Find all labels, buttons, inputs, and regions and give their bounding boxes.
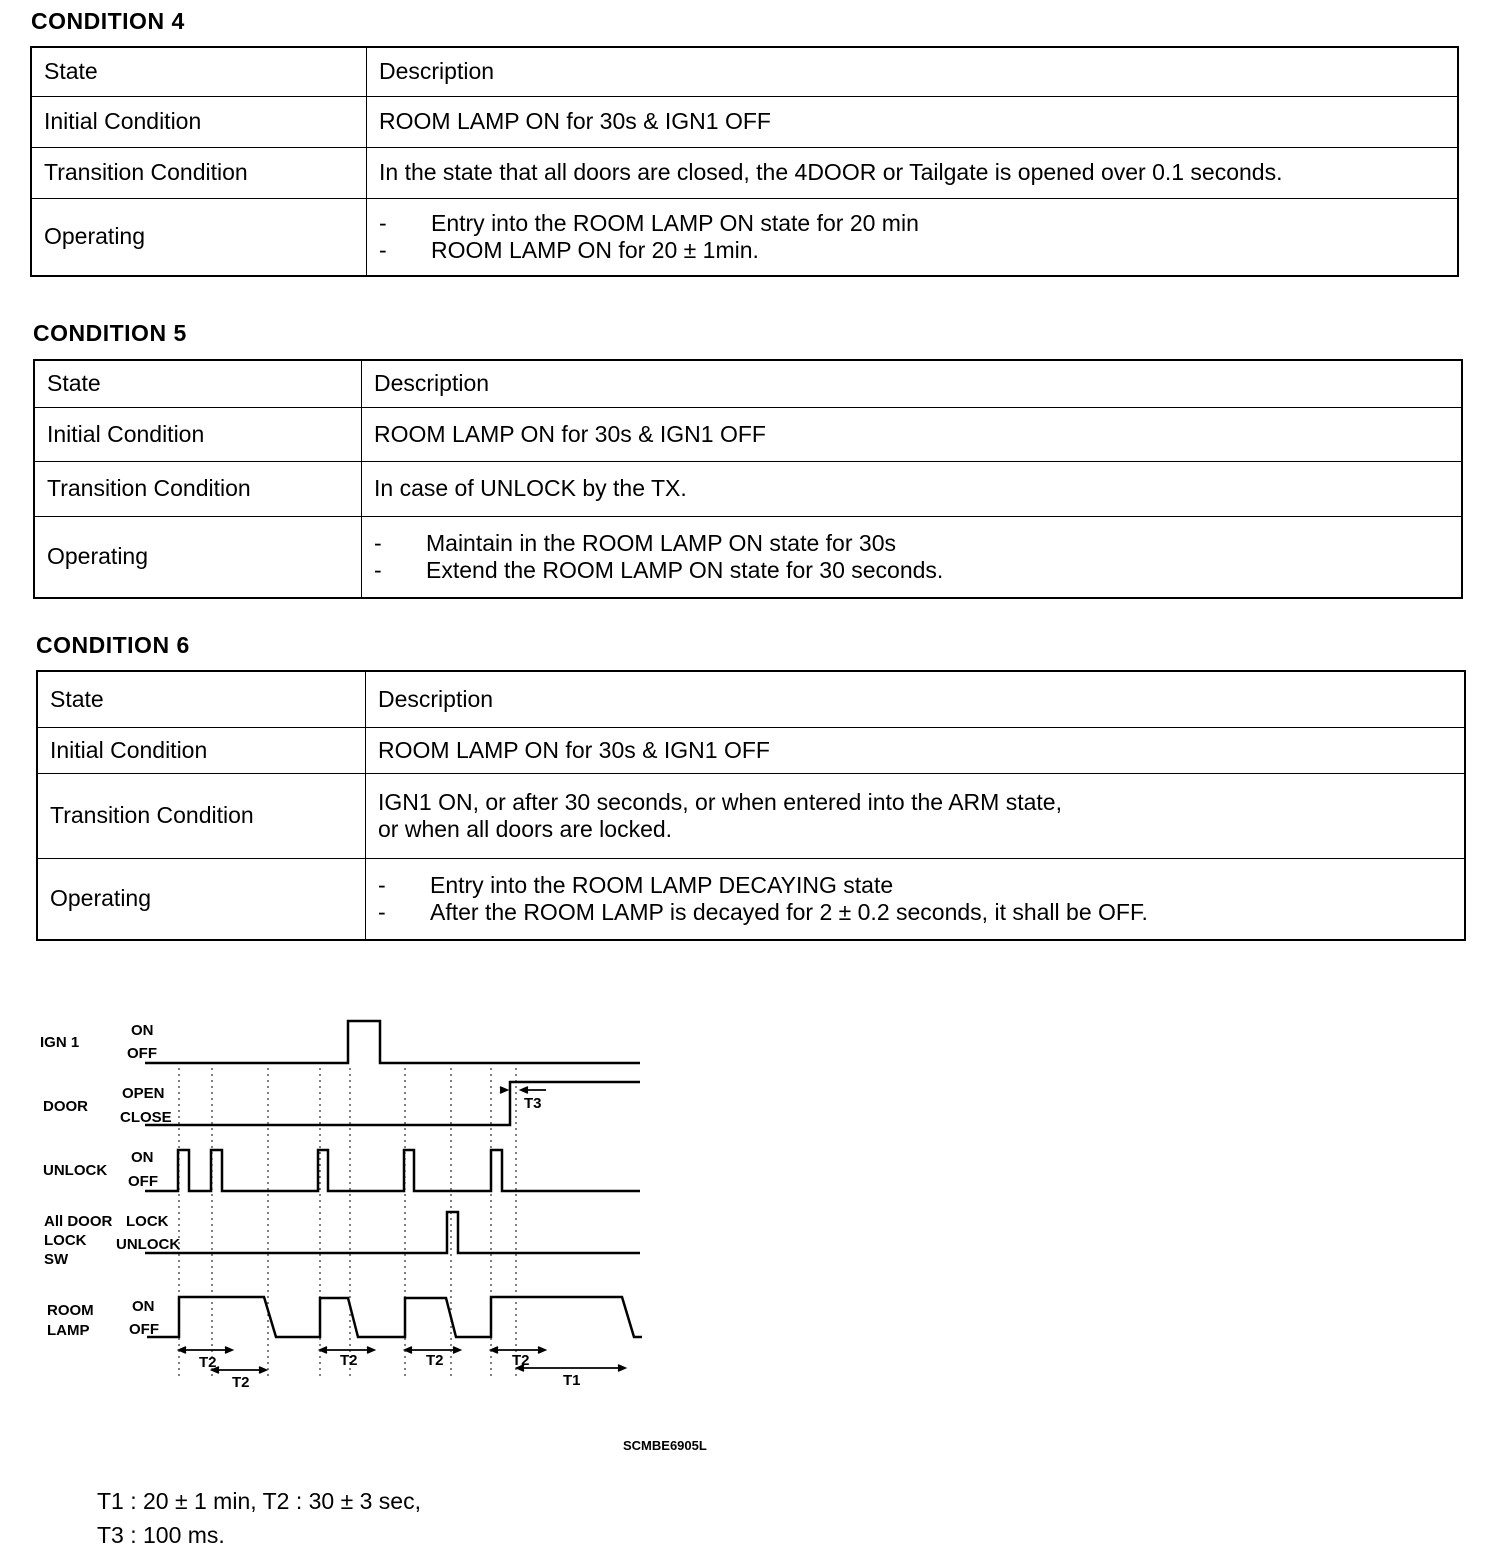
legend-line-1: T1 : 20 ± 1 min, T2 : 30 ± 3 sec, [97, 1488, 421, 1514]
transition-line: IGN1 ON, or after 30 seconds, or when entered into the ARM state, [378, 788, 1062, 815]
door-label: DOOR [43, 1098, 88, 1115]
condition-4-heading: CONDITION 4 [31, 8, 185, 34]
arrowhead-icon [500, 1087, 507, 1093]
room-lamp-waveform [147, 1297, 642, 1337]
t2-label: T2 [199, 1354, 217, 1371]
door-waveform [145, 1082, 640, 1125]
figure-code: SCMBE6905L [623, 1438, 707, 1453]
room-lamp-label-1: ROOM [47, 1302, 94, 1319]
bullet: - [374, 556, 382, 583]
arrowhead-icon [259, 1367, 266, 1373]
lock-sw-lock-label: LOCK [126, 1213, 169, 1230]
initial-label: Initial Condition [34, 407, 362, 461]
condition-5-heading: CONDITION 5 [33, 320, 187, 346]
operating-item: After the ROOM LAMP is decayed for 2 ± 0.2 seconds, it shall be OFF. [430, 898, 1148, 925]
ign1-label: IGN 1 [40, 1034, 80, 1051]
arrowhead-icon [538, 1347, 545, 1353]
arrowhead-icon [618, 1365, 625, 1371]
transition-label: Transition Condition [31, 147, 367, 198]
lock-sw-waveform [145, 1212, 640, 1253]
initial-value: ROOM LAMP ON for 30s & IGN1 OFF [362, 407, 1463, 461]
operating-item: Maintain in the ROOM LAMP ON state for 30s [426, 529, 896, 556]
transition-label: Transition Condition [37, 773, 366, 858]
transition-value: In case of UNLOCK by the TX. [362, 461, 1463, 516]
t2-label: T2 [232, 1374, 250, 1391]
operating-label: Operating [31, 198, 367, 276]
room-lamp-on-label: ON [132, 1298, 155, 1315]
lock-sw-unlock-label: UNLOCK [116, 1236, 181, 1253]
arrowhead-icon [405, 1347, 412, 1353]
arrowhead-icon [367, 1347, 374, 1353]
arrowhead-icon [491, 1347, 498, 1353]
t3-label: T3 [524, 1095, 542, 1112]
operating-label: Operating [34, 516, 362, 598]
t2-label: T2 [512, 1352, 530, 1369]
operating-item: Entry into the ROOM LAMP ON state for 20 min [431, 209, 919, 236]
operating-item: Extend the ROOM LAMP ON state for 30 seconds. [426, 556, 944, 583]
arrowhead-icon [521, 1087, 528, 1093]
t2-label: T2 [426, 1352, 444, 1369]
door-open-label: OPEN [122, 1085, 165, 1102]
bullet: - [379, 209, 387, 236]
transition-value: In the state that all doors are closed, the 4DOOR or Tailgate is opened over 0.1 seconds. [367, 147, 1459, 198]
header-state: State [37, 671, 366, 727]
bullet: - [378, 898, 386, 925]
initial-value: ROOM LAMP ON for 30s & IGN1 OFF [367, 96, 1459, 147]
initial-value: ROOM LAMP ON for 30s & IGN1 OFF [366, 727, 1466, 773]
arrowhead-icon [453, 1347, 460, 1353]
ign1-waveform [145, 1021, 640, 1063]
header-state: State [31, 47, 367, 96]
lock-sw-label-3: SW [44, 1251, 69, 1268]
arrowhead-icon [320, 1347, 327, 1353]
operating-label: Operating [37, 858, 366, 940]
room-lamp-label-2: LAMP [47, 1322, 90, 1339]
initial-label: Initial Condition [37, 727, 366, 773]
room-lamp-off-label: OFF [129, 1321, 159, 1338]
t2-label: T2 [340, 1352, 358, 1369]
arrowhead-icon [179, 1347, 186, 1353]
unlock-waveform [145, 1150, 640, 1191]
lock-sw-label-2: LOCK [44, 1232, 87, 1249]
unlock-off-label: OFF [128, 1173, 158, 1190]
ign1-on-label: ON [131, 1022, 154, 1039]
transition-line: or when all doors are locked. [378, 815, 673, 842]
initial-label: Initial Condition [31, 96, 367, 147]
unlock-on-label: ON [131, 1149, 154, 1166]
bullet: - [374, 529, 382, 556]
ign1-off-label: OFF [127, 1045, 157, 1062]
condition-6-heading: CONDITION 6 [36, 632, 190, 658]
header-description: Description [362, 360, 1463, 407]
lock-sw-label-1: All DOOR [44, 1213, 113, 1230]
bullet: - [378, 871, 386, 898]
operating-item: Entry into the ROOM LAMP DECAYING state [430, 871, 894, 898]
unlock-label: UNLOCK [43, 1162, 108, 1179]
header-description: Description [366, 671, 1466, 727]
arrowhead-icon [225, 1347, 232, 1353]
legend-line-2: T3 : 100 ms. [97, 1522, 225, 1548]
header-description: Description [367, 47, 1459, 96]
operating-item: ROOM LAMP ON for 20 ± 1min. [431, 236, 759, 263]
bullet: - [379, 236, 387, 263]
header-state: State [34, 360, 362, 407]
door-close-label: CLOSE [120, 1109, 172, 1126]
t1-label: T1 [563, 1372, 581, 1389]
transition-label: Transition Condition [34, 461, 362, 516]
